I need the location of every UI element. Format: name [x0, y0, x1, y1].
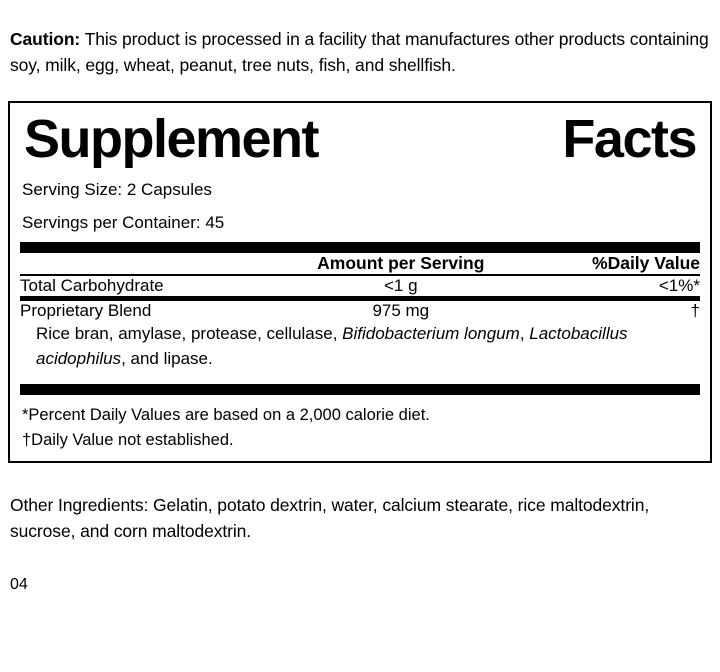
blend-detail-pre: Rice bran, amylase, protease, cellulase,	[36, 323, 343, 343]
title-supplement: Supplement	[24, 109, 319, 169]
supplement-facts-panel	[8, 101, 712, 463]
nutrition-rows	[20, 276, 700, 296]
row-dv-total-carbohydrate: <1%*	[658, 275, 700, 295]
footnote-dv-not-established: †Daily Value not established.	[22, 430, 234, 449]
proprietary-blend-detail	[20, 321, 700, 377]
row-amount-total-carbohydrate: <1 g	[384, 275, 418, 295]
blend-detail-italic-2: Lactobacillus acidophilus	[36, 323, 628, 368]
row-dv-proprietary-blend: †	[690, 300, 700, 320]
blend-detail-mid: ,	[519, 323, 530, 343]
caution-label: Caution:	[10, 28, 81, 49]
supplement-facts-title	[20, 107, 700, 169]
caution-text: This product is processed in a facility that manufactures other products containing soy, milk, egg, wheat, peanut, tree nuts, fish, and shellfish.	[10, 28, 709, 75]
header-amount-per-serving: Amount per Serving	[317, 253, 485, 273]
header-nutrient	[20, 253, 278, 274]
supplement-label-page	[0, 18, 720, 672]
blend-detail-italic-1: Bifidobacterium longum	[342, 323, 520, 343]
servings-per-container: Servings per Container: 45	[22, 213, 225, 232]
revision-code: 04	[10, 575, 28, 593]
row-amount-proprietary-blend: 975 mg	[372, 300, 430, 320]
divider-thick-bottom	[20, 384, 700, 395]
row-name-proprietary-blend: Proprietary Blend	[20, 300, 152, 320]
divider-thick-top	[20, 242, 700, 253]
serving-size: Serving Size: 2 Capsules	[22, 180, 212, 199]
blend-detail-post: , and lipase.	[121, 348, 213, 368]
table-row	[20, 301, 700, 321]
row-name-total-carbohydrate: Total Carbohydrate	[20, 275, 164, 295]
proprietary-blend-rows	[20, 301, 700, 321]
header-daily-value: %Daily Value	[592, 253, 700, 273]
table-row	[20, 276, 700, 296]
other-ingredients: Other Ingredients: Gelatin, potato dextrin, water, calcium stearate, rice maltodextrin, sucrose, and corn maltodextrin.	[10, 495, 650, 541]
nutrition-table	[20, 253, 700, 274]
footnote-daily-values: *Percent Daily Values are based on a 2,000 calorie diet.	[22, 405, 430, 424]
caution-paragraph	[8, 18, 712, 84]
title-facts: Facts	[562, 109, 696, 169]
table-header-row	[20, 253, 700, 274]
